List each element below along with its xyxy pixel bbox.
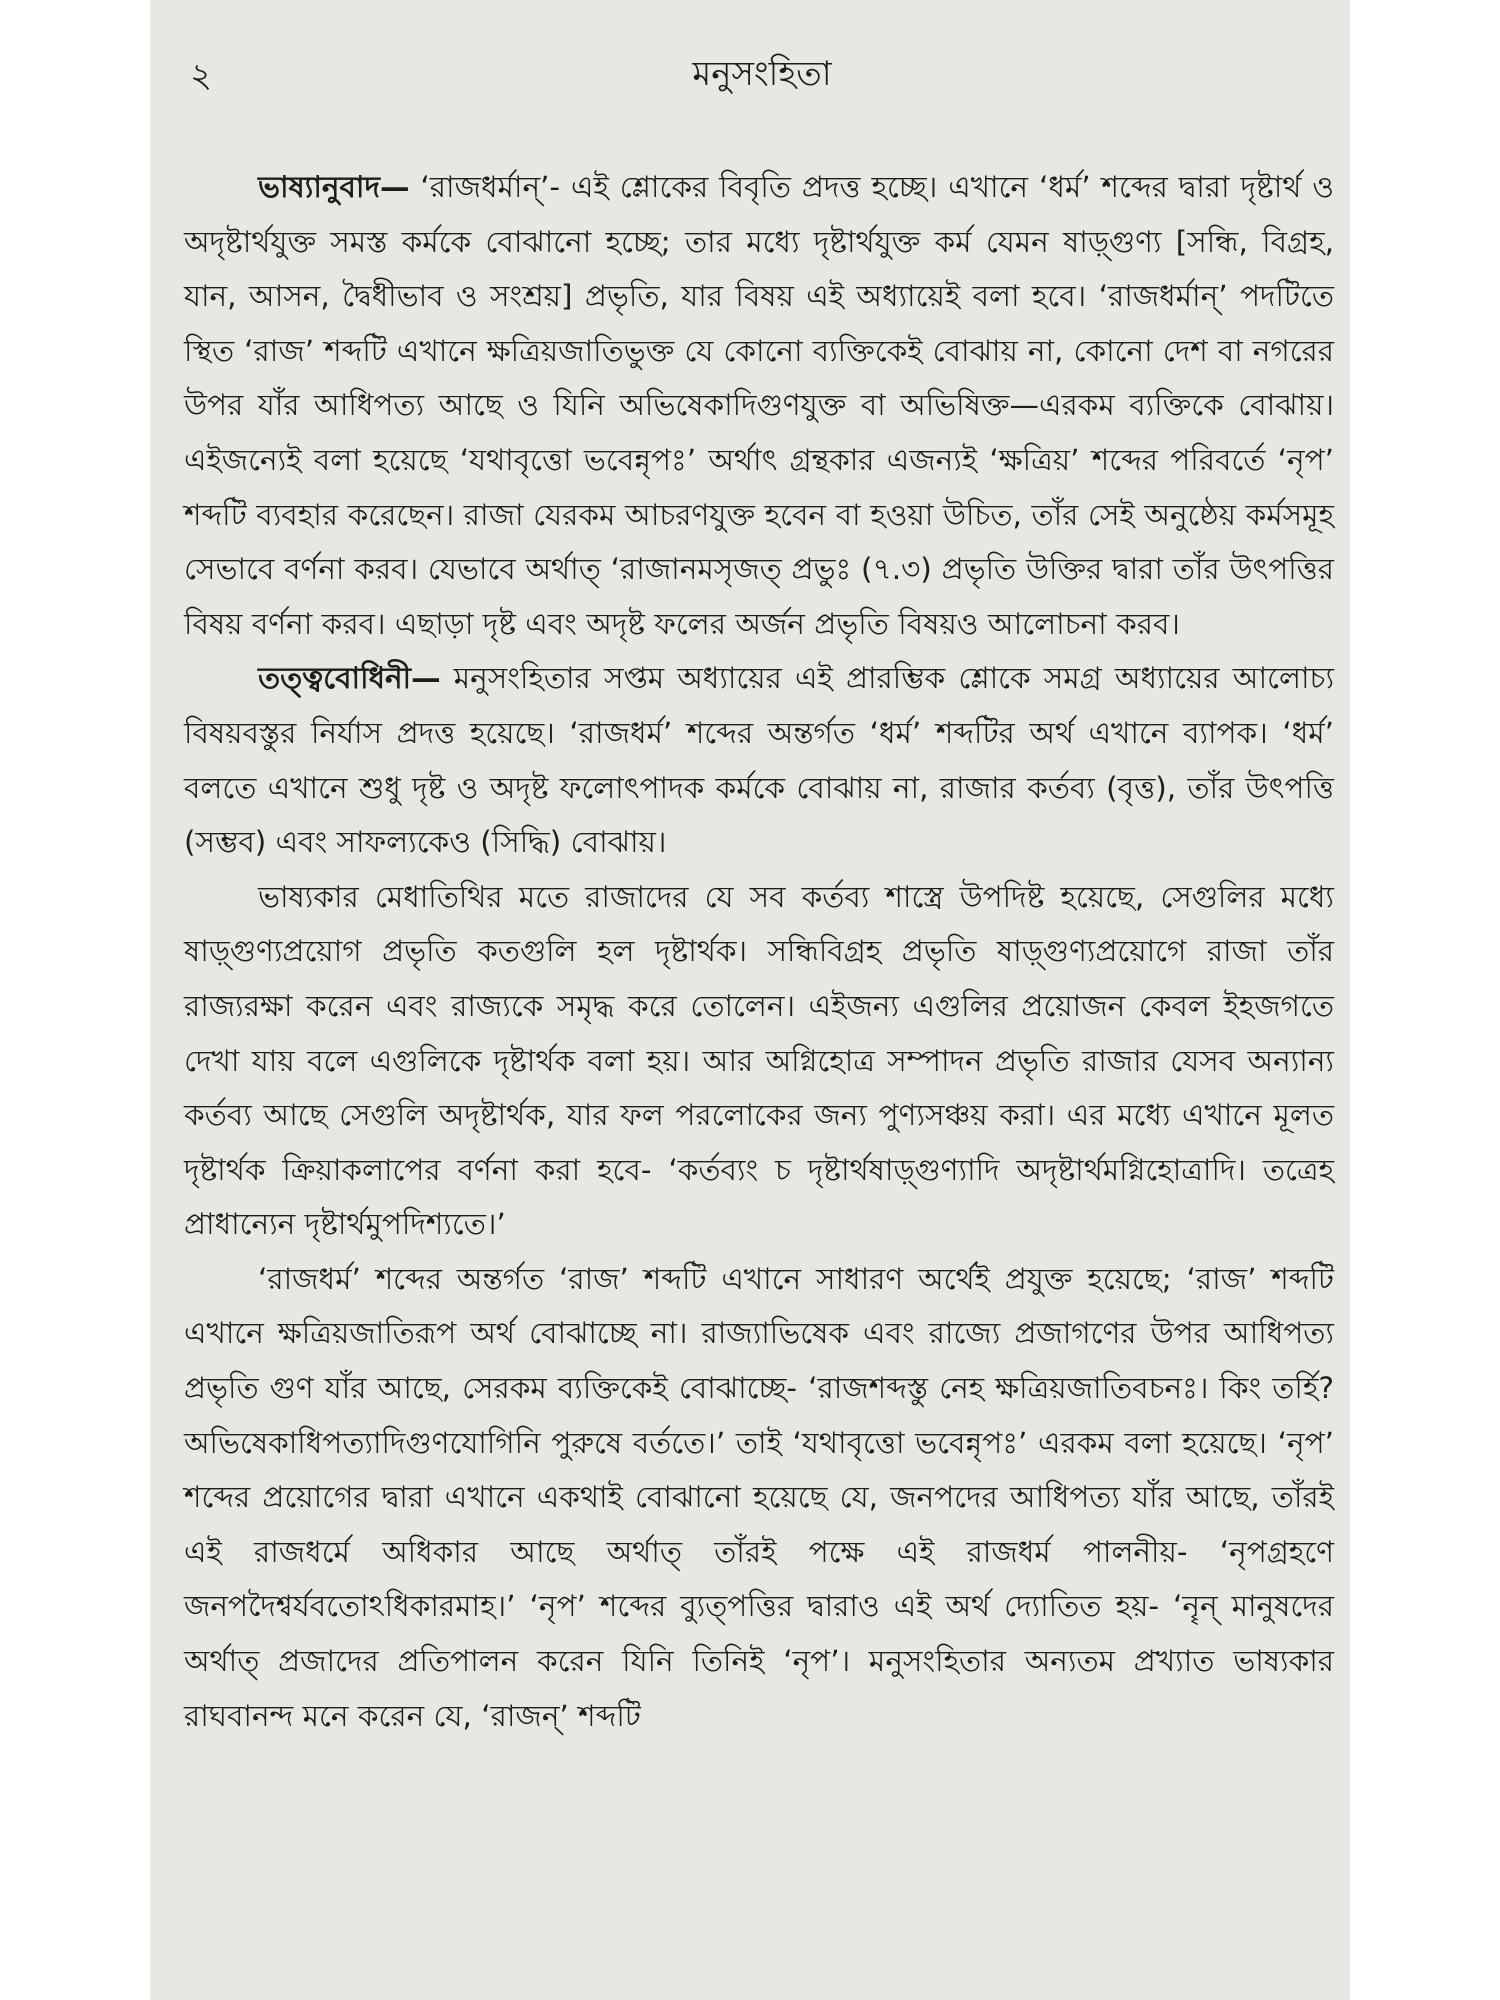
book-title: মনুসংহিতা bbox=[692, 54, 832, 94]
paragraph-rajdharma bbox=[184, 1252, 1334, 1743]
paragraph-lead: ভাষ্যানুবাদ— bbox=[258, 170, 410, 204]
body-text bbox=[184, 160, 1334, 1743]
page-number: ২ bbox=[190, 56, 213, 96]
paragraph-lead: তত্ত্ববোধিনী— bbox=[258, 661, 441, 696]
paragraph-text: ‘রাজধর্মান্’- এই শ্লোকের বিবৃতি প্রদত্ত হচ্ছে। এখানে ‘ধর্ম’ শব্দের দ্বারা দৃষ্টার্থ ও অদৃষ্টার্থযুক্ত সমস্ত কর্মকে বোঝানো হচ্ছে; তার মধ্যে দৃষ্টার্থযুক্ত কর্ম যেমন ষাড়্গুণ্য [সন্ধি, বিগ্রহ, যান, আসন, দ্বৈধীভাব ও সংশ্রয়] প্রভৃতি, যার বিষয় এই অধ্যায়েই বলা হবে। ‘রাজধর্মান্’ পদটিতে স্থিত ‘রাজ’ শব্দটি এখানে ক্ষত্রিয়জাতিভুক্ত যে কোনো ব্যক্তিকেই বোঝায় না, কোনো দেশ বা নগরের উপর যাঁর আধিপত্য আছে ও যিনি অভিষেকাদিগুণযুক্ত বা অভিষিক্ত—এরকম ব্যক্তিকে বোঝায়। এইজন্যেই বলা হয়েছে ‘যথাবৃত্তো ভবেন্নৃপঃ’ অর্থাৎ গ্রন্থকার এজন্যই ‘ক্ষত্রিয়’ শব্দের পরিবর্তে ‘নৃপ’ শব্দটি ব্যবহার করেছেন। রাজা যেরকম আচরণযুক্ত হবেন বা হওয়া উচিত, তাঁর সেই অনুষ্ঠেয় কর্মসমূহ সেভাবে বর্ণনা করব। যেভাবে অর্থাত্ ‘রাজানমসৃজত্ প্রভুঃ (৭.৩) প্রভৃতি উক্তির দ্বারা তাঁর উৎপত্তির বিষয় বর্ণনা করব। এছাড়া দৃষ্ট এবং অদৃষ্ট ফলের অর্জন প্রভৃতি বিষয়ও আলোচনা করব। bbox=[184, 170, 1334, 641]
paragraph-tattvabodhini bbox=[184, 651, 1334, 869]
paragraph-text: ভাষ্যকার মেধাতিথির মতে রাজাদের যে সব কর্তব্য শাস্ত্রে উপদিষ্ট হয়েছে, সেগুলির মধ্যে ষাড়্গুণ্যপ্রয়োগ প্রভৃতি কতগুলি হল দৃষ্টার্থক। সন্ধিবিগ্রহ প্রভৃতি ষাড়্গুণ্যপ্রয়োগে রাজা তাঁর রাজ্যরক্ষা করেন এবং রাজ্যকে সমৃদ্ধ করে তোলেন। এইজন্য এগুলির প্রয়োজন কেবল ইহজগতে দেখা যায় বলে এগুলিকে দৃষ্টার্থক বলা হয়। আর অগ্নিহোত্র সম্পাদন প্রভৃতি রাজার যেসব অন্যান্য কর্তব্য আছে সেগুলি অদৃষ্টার্থক, যার ফল পরলোকের জন্য পুণ্যসঞ্চয় করা। এর মধ্যে এখানে মূলত দৃষ্টার্থক ক্রিয়াকলাপের বর্ণনা করা হবে- ‘কর্তব্যং চ দৃষ্টার্থষাড়্গুণ্যাদি অদৃষ্টার্থমগ্নিহোত্রাদি। তত্রেহ প্রাধান্যেন দৃষ্টার্থমুপদিশ্যতে।’ bbox=[184, 879, 1334, 1242]
page-header bbox=[184, 48, 1340, 108]
paragraph-bhashyanuvad bbox=[184, 160, 1334, 651]
book-page bbox=[150, 0, 1350, 2000]
paragraph-text: ‘রাজধর্ম’ শব্দের অন্তর্গত ‘রাজ’ শব্দটি এখানে সাধারণ অর্থেই প্রযুক্ত হয়েছে; ‘রাজ’ শব্দটি এখানে ক্ষত্রিয়জাতিরূপ অর্থ বোঝাচ্ছে না। রাজ্যাভিষেক এবং রাজ্যে প্রজাগণের উপর আধিপত্য প্রভৃতি গুণ যাঁর আছে, সেরকম ব্যক্তিকেই বোঝাচ্ছে- ‘রাজশব্দস্তু নেহ ক্ষত্রিয়জাতিবচনঃ। কিং তর্হি? অভিষেকাধিপত্যাদিগুণযোগিনি পুরুষে বর্ততে।’ তাই ‘যথাবৃত্তো ভবেন্নৃপঃ’ এরকম বলা হয়েছে। ‘নৃপ’ শব্দের প্রয়োগের দ্বারা এখানে একথাই বোঝানো হয়েছে যে, জনপদের আধিপত্য যাঁর আছে, তাঁরই এই রাজধর্মে অধিকার আছে অর্থাত্ তাঁরই পক্ষে এই রাজধর্ম পালনীয়- ‘নৃপগ্রহণে জনপদৈশ্বর্যবতোঽধিকারমাহ।’ ‘নৃপ’ শব্দের ব্যুত্পত্তির দ্বারাও এই অর্থ দ্যোতিত হয়- ‘নৄন্ মানুষদের অর্থাত্ প্রজাদের প্রতিপালন করেন যিনি তিনিই ‘নৃপ’। মনুসংহিতার অন্যতম প্রখ্যাত ভাষ্যকার রাঘবানন্দ মনে করেন যে, ‘রাজন্’ শব্দটি bbox=[184, 1261, 1334, 1733]
paragraph-text: মনুসংহিতার সপ্তম অধ্যায়ের এই প্রারম্ভিক শ্লোকে সমগ্র অধ্যায়ের আলোচ্য বিষয়বস্তুর নির্যাস প্রদত্ত হয়েছে। ‘রাজধর্ম’ শব্দের অন্তর্গত ‘ধর্ম’ শব্দটির অর্থ এখানে ব্যাপক। ‘ধর্ম’ বলতে এখানে শুধু দৃষ্ট ও অদৃষ্ট ফলোৎপাদক কর্মকে বোঝায় না, রাজার কর্তব্য (বৃত্ত), তাঁর উৎপত্তি (সম্ভব) এবং সাফল্যকেও (সিদ্ধি) বোঝায়। bbox=[184, 661, 1334, 860]
paragraph-medhatithi bbox=[184, 870, 1334, 1252]
